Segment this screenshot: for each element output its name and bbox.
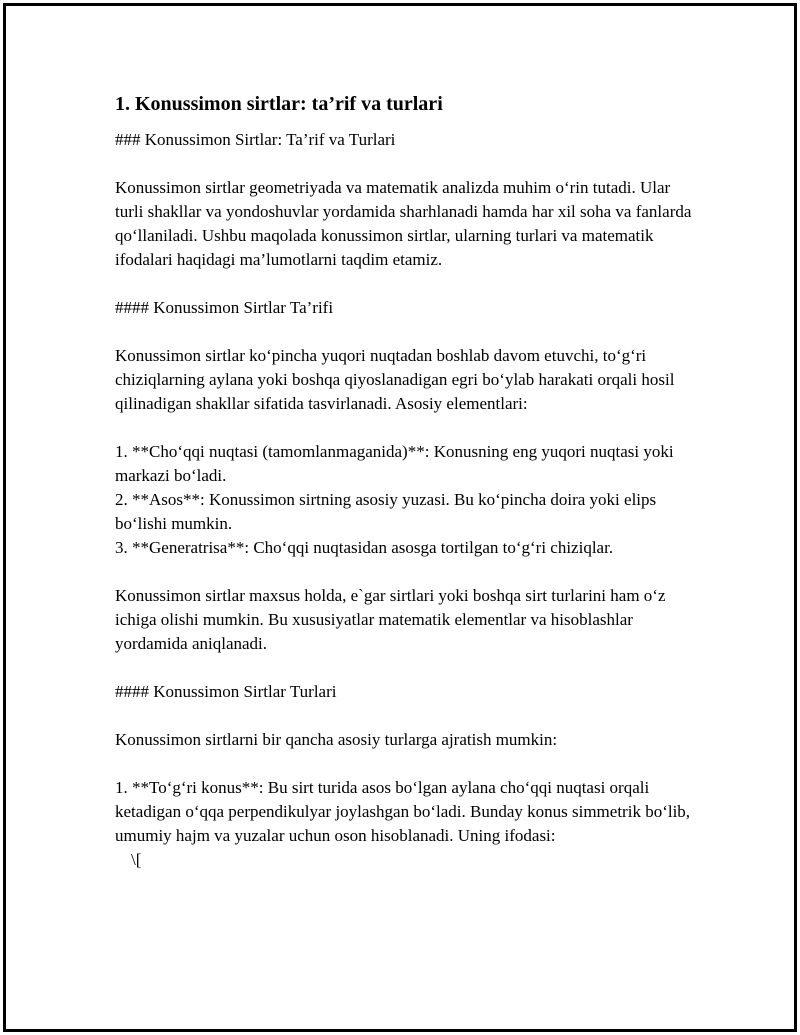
elements-list: [115, 440, 695, 560]
list-item: 1. **To‘g‘ri konus**: Bu sirt turida asos bo‘lgan aylana cho‘qqi nuqtasi orqali ketadigan o‘qqa perpendikulyar joylashgan bo‘ladi. Bunday konus simmetrik bo‘lib, umumiy hajm va yuzalar uchun oson hisoblanadi. Uning ifodasi:: [115, 778, 691, 845]
types-intro-paragraph: Konussimon sirtlarni bir qancha asosiy turlarga ajratish mumkin:: [115, 730, 558, 749]
list-item: 1. **Cho‘qqi nuqtasi (tamomlanmaganida)**: Konusning eng yuqori nuqtasi yoki markazi bo‘ladi.: [115, 442, 674, 485]
definition-paragraph: Konussimon sirtlar ko‘pincha yuqori nuqtadan boshlab davom etuvchi, to‘g‘ri chiziqlarning aylana yoki boshqa qiyoslanadigan egri bo‘ylab harakati orqali hosil qilinadigan shakllar sifatida tasvirlanadi. Asosiy elementlari:: [115, 346, 675, 413]
types-heading: #### Konussimon Sirtlar Turlari: [115, 682, 337, 701]
definition-heading: #### Konussimon Sirtlar Ta’rifi: [115, 298, 334, 317]
list-item: 2. **Asos**: Konussimon sirtning asosiy yuzasi. Bu ko‘pincha doira yoki elips bo‘lishi mumkin.: [115, 490, 657, 533]
list-item: 3. **Generatrisa**: Cho‘qqi nuqtasidan asosga tortilgan to‘g‘ri chiziqlar.: [115, 538, 614, 557]
document-body: [115, 92, 695, 872]
types-list: [115, 776, 695, 848]
intro-paragraph: Konussimon sirtlar geometriyada va matematik analizda muhim o‘rin tutadi. Ular turli shakllar va yondoshuvlar yordamida sharhlanadi hamda har xil soha va fanlarda qo‘llaniladi. Ushbu maqolada konussimon sirtlar, ularning turlari va matematik ifodalari haqidagi ma’lumotlarni taqdim etamiz.: [115, 178, 692, 269]
special-cases-paragraph: Konussimon sirtlar maxsus holda, e`gar sirtlari yoki boshqa sirt turlarini ham o‘z ichiga olishi mumkin. Bu xususiyatlar matematik elementlar va hisoblashlar yordamida aniqlanadi.: [115, 586, 666, 653]
math-block-open: \[: [131, 850, 142, 869]
document-title: 1. Konussimon sirtlar: ta’rif va turlari: [115, 93, 443, 115]
main-heading: ### Konussimon Sirtlar: Ta’rif va Turlari: [115, 130, 396, 149]
